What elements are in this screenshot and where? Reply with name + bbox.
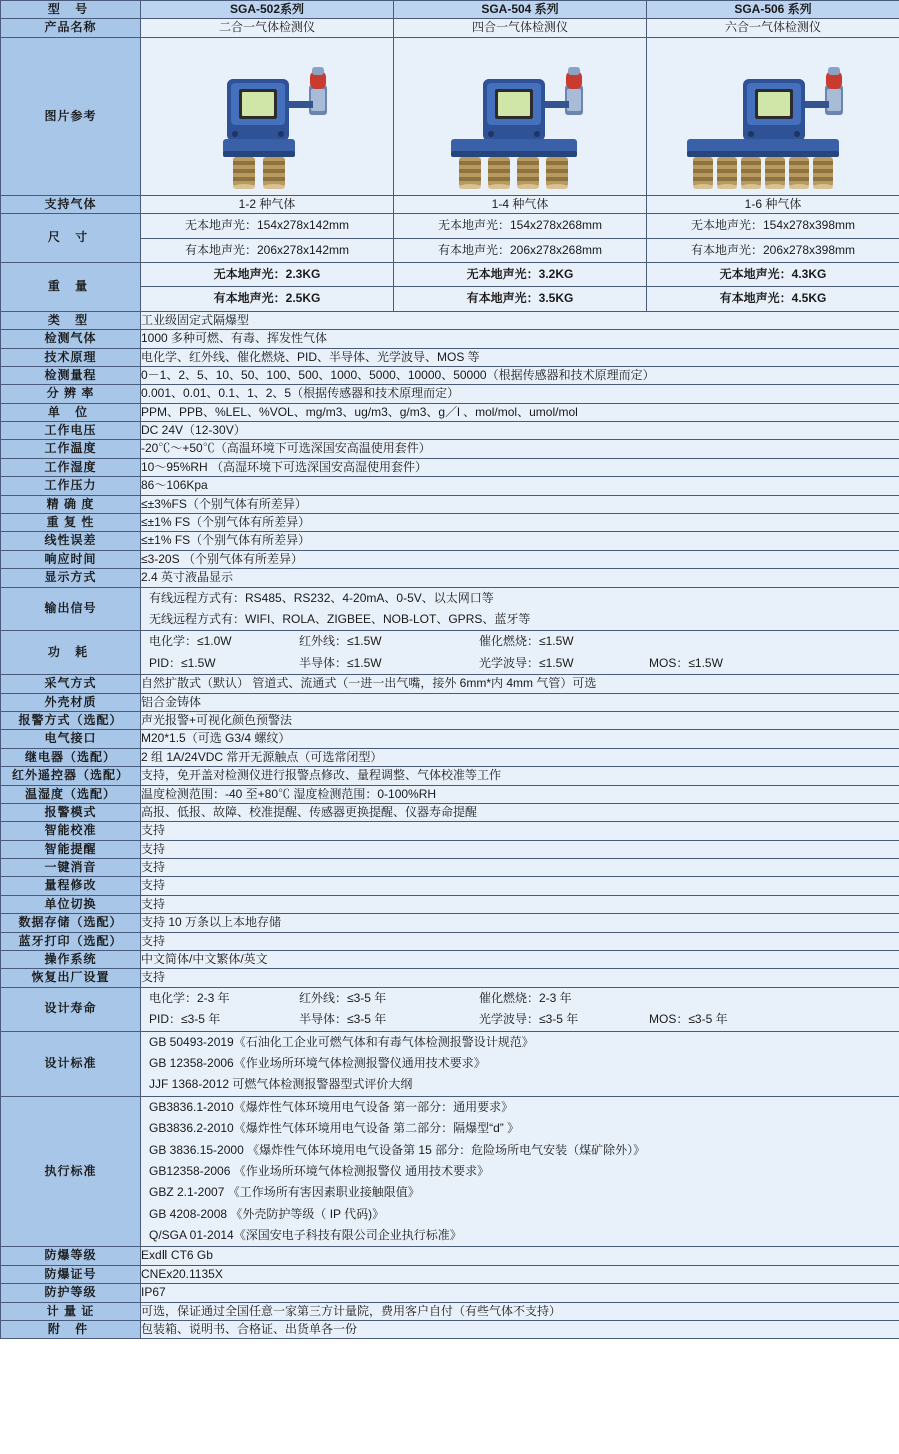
row-label-ir-remote: 红外遥控器（选配） xyxy=(1,767,141,785)
row-label-resolution: 分 辨 率 xyxy=(1,385,141,403)
row-label-sampling: 采气方式 xyxy=(1,675,141,693)
table-row-voltage xyxy=(1,422,899,440)
design-standard-line-2: GB 12358-2006《作业场所环境气体检测报警仪通用技术要求》 xyxy=(149,1055,486,1070)
table-row-electrical-interface xyxy=(1,730,899,748)
exec-standard-line-4: GB12358-2006 《作业场所环境气体检测报警仪 通用技术要求》 xyxy=(149,1163,490,1178)
row-value-output-signal xyxy=(141,587,899,631)
row-value-work-temp: -20℃～+50℃（高温环境下可选深国安高温使用套件） xyxy=(141,440,899,458)
row-value-tech-principle: 电化学、红外线、催化燃烧、PID、半导体、光学波导、MOS 等 xyxy=(141,348,899,366)
row-label-detect-gas: 检测气体 xyxy=(1,330,141,348)
table-row-data-storage xyxy=(1,914,899,932)
row-value-display: 2.4 英寸液晶显示 xyxy=(141,569,899,587)
table-row-type xyxy=(1,311,899,329)
table-row-accessories xyxy=(1,1321,899,1339)
table-row-detect-gas xyxy=(1,330,899,348)
table-row-design-standard xyxy=(1,1031,899,1096)
table-row-ip-grade xyxy=(1,1284,899,1302)
table-row-support-gas xyxy=(1,195,899,213)
row-label-bluetooth-print: 蓝牙打印（选配） xyxy=(1,932,141,950)
row-value-alarm-method: 声光报警+可视化颜色预警法 xyxy=(141,711,899,729)
table-row-relay xyxy=(1,748,899,766)
table-row-work-pressure xyxy=(1,477,899,495)
table-row-output-signal xyxy=(1,587,899,631)
row-label-tech-principle: 技术原理 xyxy=(1,348,141,366)
row-value-shell-material: 铝合金铸体 xyxy=(141,693,899,711)
output-signal-wired: 有线远程方式有：RS485、RS232、4-20mA、0-5V、以太网口等 xyxy=(149,590,494,605)
row-label-product-name: 产品名称 xyxy=(1,19,141,37)
model-504: SGA-504 系列 xyxy=(394,1,647,19)
power-catalytic: 催化燃烧：≤1.5W xyxy=(479,634,574,649)
row-label-model: 型 号 xyxy=(1,1,141,19)
table-row-work-humidity xyxy=(1,458,899,476)
table-row-factory-reset xyxy=(1,969,899,987)
exec-standard-line-6: GB 4208-2008 《外壳防护等级（ IP 代码)》 xyxy=(149,1206,385,1221)
row-label-type: 类 型 xyxy=(1,311,141,329)
table-row-power-consumption xyxy=(1,631,899,675)
row-label-alarm-method: 报警方式（选配） xyxy=(1,711,141,729)
row-value-exec-standard xyxy=(141,1096,899,1247)
row-label-data-storage: 数据存储（选配） xyxy=(1,914,141,932)
power-infrared: 红外线：≤1.5W xyxy=(299,634,382,649)
table-row-response-time xyxy=(1,550,899,568)
row-value-ip-grade: IP67 xyxy=(141,1284,899,1302)
weight-502-line2: 有本地声光：2.5KG xyxy=(213,291,321,306)
product-name-504: 四合一气体检测仪 xyxy=(394,19,647,37)
row-value-one-key-mute: 支持 xyxy=(141,859,899,877)
table-row-resolution xyxy=(1,385,899,403)
row-value-factory-reset: 支持 xyxy=(141,969,899,987)
power-mos: MOS：≤1.5W xyxy=(649,655,723,670)
product-image-506 xyxy=(647,37,899,195)
row-label-response-time: 响应时间 xyxy=(1,550,141,568)
row-value-metering-cert: 可选，保证通过全国任意一家第三方计量院，费用客户自付（有些气体不支持） xyxy=(141,1302,899,1320)
row-label-alarm-mode: 报警模式 xyxy=(1,803,141,821)
row-value-accessories: 包装箱、说明书、合格证、出货单各一份 xyxy=(141,1321,899,1339)
row-value-ex-grade: ExdⅡ CT6 Gb xyxy=(141,1247,899,1265)
power-optical: 光学波导：≤1.5W xyxy=(479,655,574,670)
row-value-range-modify: 支持 xyxy=(141,877,899,895)
table-row-tech-principle xyxy=(1,348,899,366)
size-504-line2: 有本地声光：206x278x268mm xyxy=(437,242,603,257)
table-row-work-temp xyxy=(1,440,899,458)
weight-504-line1: 无本地声光：3.2KG xyxy=(394,263,646,287)
life-infrared: 红外线：≤3-5 年 xyxy=(299,990,387,1005)
row-value-bluetooth-print: 支持 xyxy=(141,932,899,950)
table-row-range-modify xyxy=(1,877,899,895)
row-value-detect-gas: 1000 多种可燃、有毒、挥发性气体 xyxy=(141,330,899,348)
row-label-unit-switch: 单位切换 xyxy=(1,895,141,913)
row-label-output-signal: 输出信号 xyxy=(1,587,141,631)
row-value-range: 0－1、2、5、10、50、100、500、1000、5000、10000、50000（根据传感器和技术原理而定） xyxy=(141,366,899,384)
table-row-ex-cert xyxy=(1,1265,899,1283)
table-row-weight xyxy=(1,262,899,311)
product-name-506: 六合一气体检测仪 xyxy=(647,19,899,37)
life-mos: MOS：≤3-5 年 xyxy=(649,1012,728,1027)
exec-standard-line-7: Q/SGA 01-2014《深国安电子科技有限公司企业执行标准》 xyxy=(149,1228,462,1243)
table-row-alarm-mode xyxy=(1,803,899,821)
row-value-smart-reminder: 支持 xyxy=(141,840,899,858)
exec-standard-line-2: GB3836.2-2010《爆炸性气体环境用电气设备 第二部分：隔爆型“d” 》 xyxy=(149,1121,520,1136)
row-value-voltage: DC 24V（12-30V） xyxy=(141,422,899,440)
table-row-size xyxy=(1,214,899,263)
detector-illustration-4in1 xyxy=(405,39,635,189)
weight-502-line1: 无本地声光：2.3KG xyxy=(141,263,393,287)
size-502-line1: 无本地声光：154x278x142mm xyxy=(141,214,393,238)
row-value-work-humidity: 10～95%RH （高湿环境下可选深国安高湿使用套件） xyxy=(141,458,899,476)
table-row-exec-standard xyxy=(1,1096,899,1247)
support-gas-504: 1-4 种气体 xyxy=(394,195,647,213)
row-value-design-standard xyxy=(141,1031,899,1096)
row-value-resolution: 0.001、0.01、0.1、1、2、5（根据传感器和技术原理而定） xyxy=(141,385,899,403)
row-value-data-storage: 支持 10 万条以上本地存储 xyxy=(141,914,899,932)
row-value-design-life xyxy=(141,987,899,1031)
row-label-support-gas: 支持气体 xyxy=(1,195,141,213)
row-label-accessories: 附 件 xyxy=(1,1321,141,1339)
weight-506 xyxy=(647,262,899,311)
life-semiconductor: 半导体：≤3-5 年 xyxy=(299,1012,387,1027)
row-label-work-pressure: 工作压力 xyxy=(1,477,141,495)
table-row-one-key-mute xyxy=(1,859,899,877)
table-row-display xyxy=(1,569,899,587)
row-label-size: 尺 寸 xyxy=(1,214,141,263)
size-504-line1: 无本地声光：154x278x268mm xyxy=(394,214,646,238)
table-row-ex-grade xyxy=(1,1247,899,1265)
row-label-smart-reminder: 智能提醒 xyxy=(1,840,141,858)
row-label-one-key-mute: 一键消音 xyxy=(1,859,141,877)
table-row-image-reference xyxy=(1,37,899,195)
design-standard-line-3: JJF 1368-2012 可燃气体检测报警器型式评价大纲 xyxy=(149,1077,413,1092)
row-label-smart-calibration: 智能校准 xyxy=(1,822,141,840)
row-label-unit: 单 位 xyxy=(1,403,141,421)
row-label-linearity: 线性误差 xyxy=(1,532,141,550)
row-value-temp-humidity: 温度检测范围：-40 至+80℃ 湿度检测范围：0-100%RH xyxy=(141,785,899,803)
table-row-shell-material xyxy=(1,693,899,711)
row-value-power-consumption xyxy=(141,631,899,675)
product-image-502 xyxy=(141,37,394,195)
table-row-sampling xyxy=(1,675,899,693)
life-catalytic: 催化燃烧：2-3 年 xyxy=(479,990,572,1005)
table-row-smart-calibration xyxy=(1,822,899,840)
row-value-electrical-interface: M20*1.5（可选 G3/4 螺纹） xyxy=(141,730,899,748)
support-gas-506: 1-6 种气体 xyxy=(647,195,899,213)
size-502-line2: 有本地声光：206x278x142mm xyxy=(184,242,350,257)
row-value-ir-remote: 支持，免开盖对检测仪进行报警点修改、量程调整、气体校准等工作 xyxy=(141,767,899,785)
table-row-model xyxy=(1,1,899,19)
row-label-voltage: 工作电压 xyxy=(1,422,141,440)
row-label-design-standard: 设计标准 xyxy=(1,1031,141,1096)
row-value-relay: 2 组 1A/24VDC 常开无源触点（可选常闭型） xyxy=(141,748,899,766)
row-label-metering-cert: 计 量 证 xyxy=(1,1302,141,1320)
product-name-502: 二合一气体检测仪 xyxy=(141,19,394,37)
size-506-line2: 有本地声光：206x278x398mm xyxy=(690,242,856,257)
life-pid: PID：≤3-5 年 xyxy=(149,1012,221,1027)
table-row-unit-switch xyxy=(1,895,899,913)
exec-standard-line-3: GB 3836.15-2000 《爆炸性气体环境用电气设备第 15 部分：危险场所电气安装（煤矿除外）》 xyxy=(149,1142,646,1157)
size-506 xyxy=(647,214,899,263)
model-502: SGA-502系列 xyxy=(141,1,394,19)
output-signal-wireless: 无线远程方式有：WIFI、ROLA、ZIGBEE、NOB-LOT、GPRS、蓝牙等 xyxy=(149,611,531,626)
row-value-sampling: 自然扩散式（默认） 管道式、流通式（一进一出气嘴，接外 6mm*内 4mm 气管）可选 xyxy=(141,675,899,693)
row-label-work-temp: 工作温度 xyxy=(1,440,141,458)
row-value-type: 工业级固定式隔爆型 xyxy=(141,311,899,329)
power-electrochemical: 电化学：≤1.0W xyxy=(149,634,232,649)
row-label-accuracy: 精 确 度 xyxy=(1,495,141,513)
table-row-unit xyxy=(1,403,899,421)
row-label-design-life: 设计寿命 xyxy=(1,987,141,1031)
row-label-ex-cert: 防爆证号 xyxy=(1,1265,141,1283)
row-value-ex-cert: CNEx20.1135X xyxy=(141,1265,899,1283)
row-label-display: 显示方式 xyxy=(1,569,141,587)
row-value-linearity: ≤±1% FS（个别气体有所差异） xyxy=(141,532,899,550)
row-label-temp-humidity: 温湿度（选配） xyxy=(1,785,141,803)
row-label-ip-grade: 防护等级 xyxy=(1,1284,141,1302)
row-value-alarm-mode: 高报、低报、故障、校准提醒、传感器更换提醒、仪器寿命提醒 xyxy=(141,803,899,821)
row-label-electrical-interface: 电气接口 xyxy=(1,730,141,748)
table-row-design-life xyxy=(1,987,899,1031)
table-row-range xyxy=(1,366,899,384)
row-value-accuracy: ≤±3%FS（个别气体有所差异） xyxy=(141,495,899,513)
table-row-smart-reminder xyxy=(1,840,899,858)
row-label-shell-material: 外壳材质 xyxy=(1,693,141,711)
table-row-ir-remote xyxy=(1,767,899,785)
row-value-response-time: ≤3-20S （个别气体有所差异） xyxy=(141,550,899,568)
table-row-bluetooth-print xyxy=(1,932,899,950)
power-semiconductor: 半导体：≤1.5W xyxy=(299,655,382,670)
row-label-ex-grade: 防爆等级 xyxy=(1,1247,141,1265)
model-506: SGA-506 系列 xyxy=(647,1,899,19)
weight-506-line1: 无本地声光：4.3KG xyxy=(647,263,899,287)
size-504 xyxy=(394,214,647,263)
life-electrochemical: 电化学：2-3 年 xyxy=(149,990,230,1005)
weight-506-line2: 有本地声光：4.5KG xyxy=(719,291,827,306)
row-label-work-humidity: 工作湿度 xyxy=(1,458,141,476)
table-row-product-name xyxy=(1,19,899,37)
product-image-504 xyxy=(394,37,647,195)
row-value-os: 中文简体/中文繁体/英文 xyxy=(141,951,899,969)
design-standard-line-1: GB 50493-2019《石油化工企业可燃气体和有毒气体检测报警设计规范》 xyxy=(149,1034,534,1049)
table-row-temp-humidity xyxy=(1,785,899,803)
table-row-linearity xyxy=(1,532,899,550)
row-label-range: 检测量程 xyxy=(1,366,141,384)
row-value-repeatability: ≤±1% FS（个别气体有所差异） xyxy=(141,514,899,532)
weight-504-line2: 有本地声光：3.5KG xyxy=(466,291,574,306)
row-value-work-pressure: 86～106Kpa xyxy=(141,477,899,495)
row-label-image-reference: 图片参考 xyxy=(1,37,141,195)
row-label-factory-reset: 恢复出厂设置 xyxy=(1,969,141,987)
exec-standard-line-1: GB3836.1-2010《爆炸性气体环境用电气设备 第一部分：通用要求》 xyxy=(149,1099,514,1114)
life-optical: 光学波导：≤3-5 年 xyxy=(479,1012,579,1027)
row-value-smart-calibration: 支持 xyxy=(141,822,899,840)
table-row-repeatability xyxy=(1,514,899,532)
size-506-line1: 无本地声光：154x278x398mm xyxy=(647,214,899,238)
detector-illustration-6in1 xyxy=(653,39,893,189)
weight-502 xyxy=(141,262,394,311)
exec-standard-line-5: GBZ 2.1-2007 《工作场所有害因素职业接触限值》 xyxy=(149,1185,420,1200)
row-label-exec-standard: 执行标准 xyxy=(1,1096,141,1247)
support-gas-502: 1-2 种气体 xyxy=(141,195,394,213)
row-value-unit: PPM、PPB、%LEL、%VOL、mg/m3、ug/m3、g/m3、g／l 、mol/mol、umol/mol xyxy=(141,403,899,421)
size-502 xyxy=(141,214,394,263)
row-label-relay: 继电器（选配） xyxy=(1,748,141,766)
row-label-os: 操作系统 xyxy=(1,951,141,969)
row-label-range-modify: 量程修改 xyxy=(1,877,141,895)
table-row-accuracy xyxy=(1,495,899,513)
row-value-unit-switch: 支持 xyxy=(141,895,899,913)
row-label-repeatability: 重 复 性 xyxy=(1,514,141,532)
detector-illustration-2in1 xyxy=(167,39,367,189)
row-label-weight: 重 量 xyxy=(1,262,141,311)
row-label-power-consumption: 功 耗 xyxy=(1,631,141,675)
table-row-alarm-method xyxy=(1,711,899,729)
power-pid: PID：≤1.5W xyxy=(149,655,216,670)
table-row-os xyxy=(1,951,899,969)
weight-504 xyxy=(394,262,647,311)
table-row-metering-cert xyxy=(1,1302,899,1320)
